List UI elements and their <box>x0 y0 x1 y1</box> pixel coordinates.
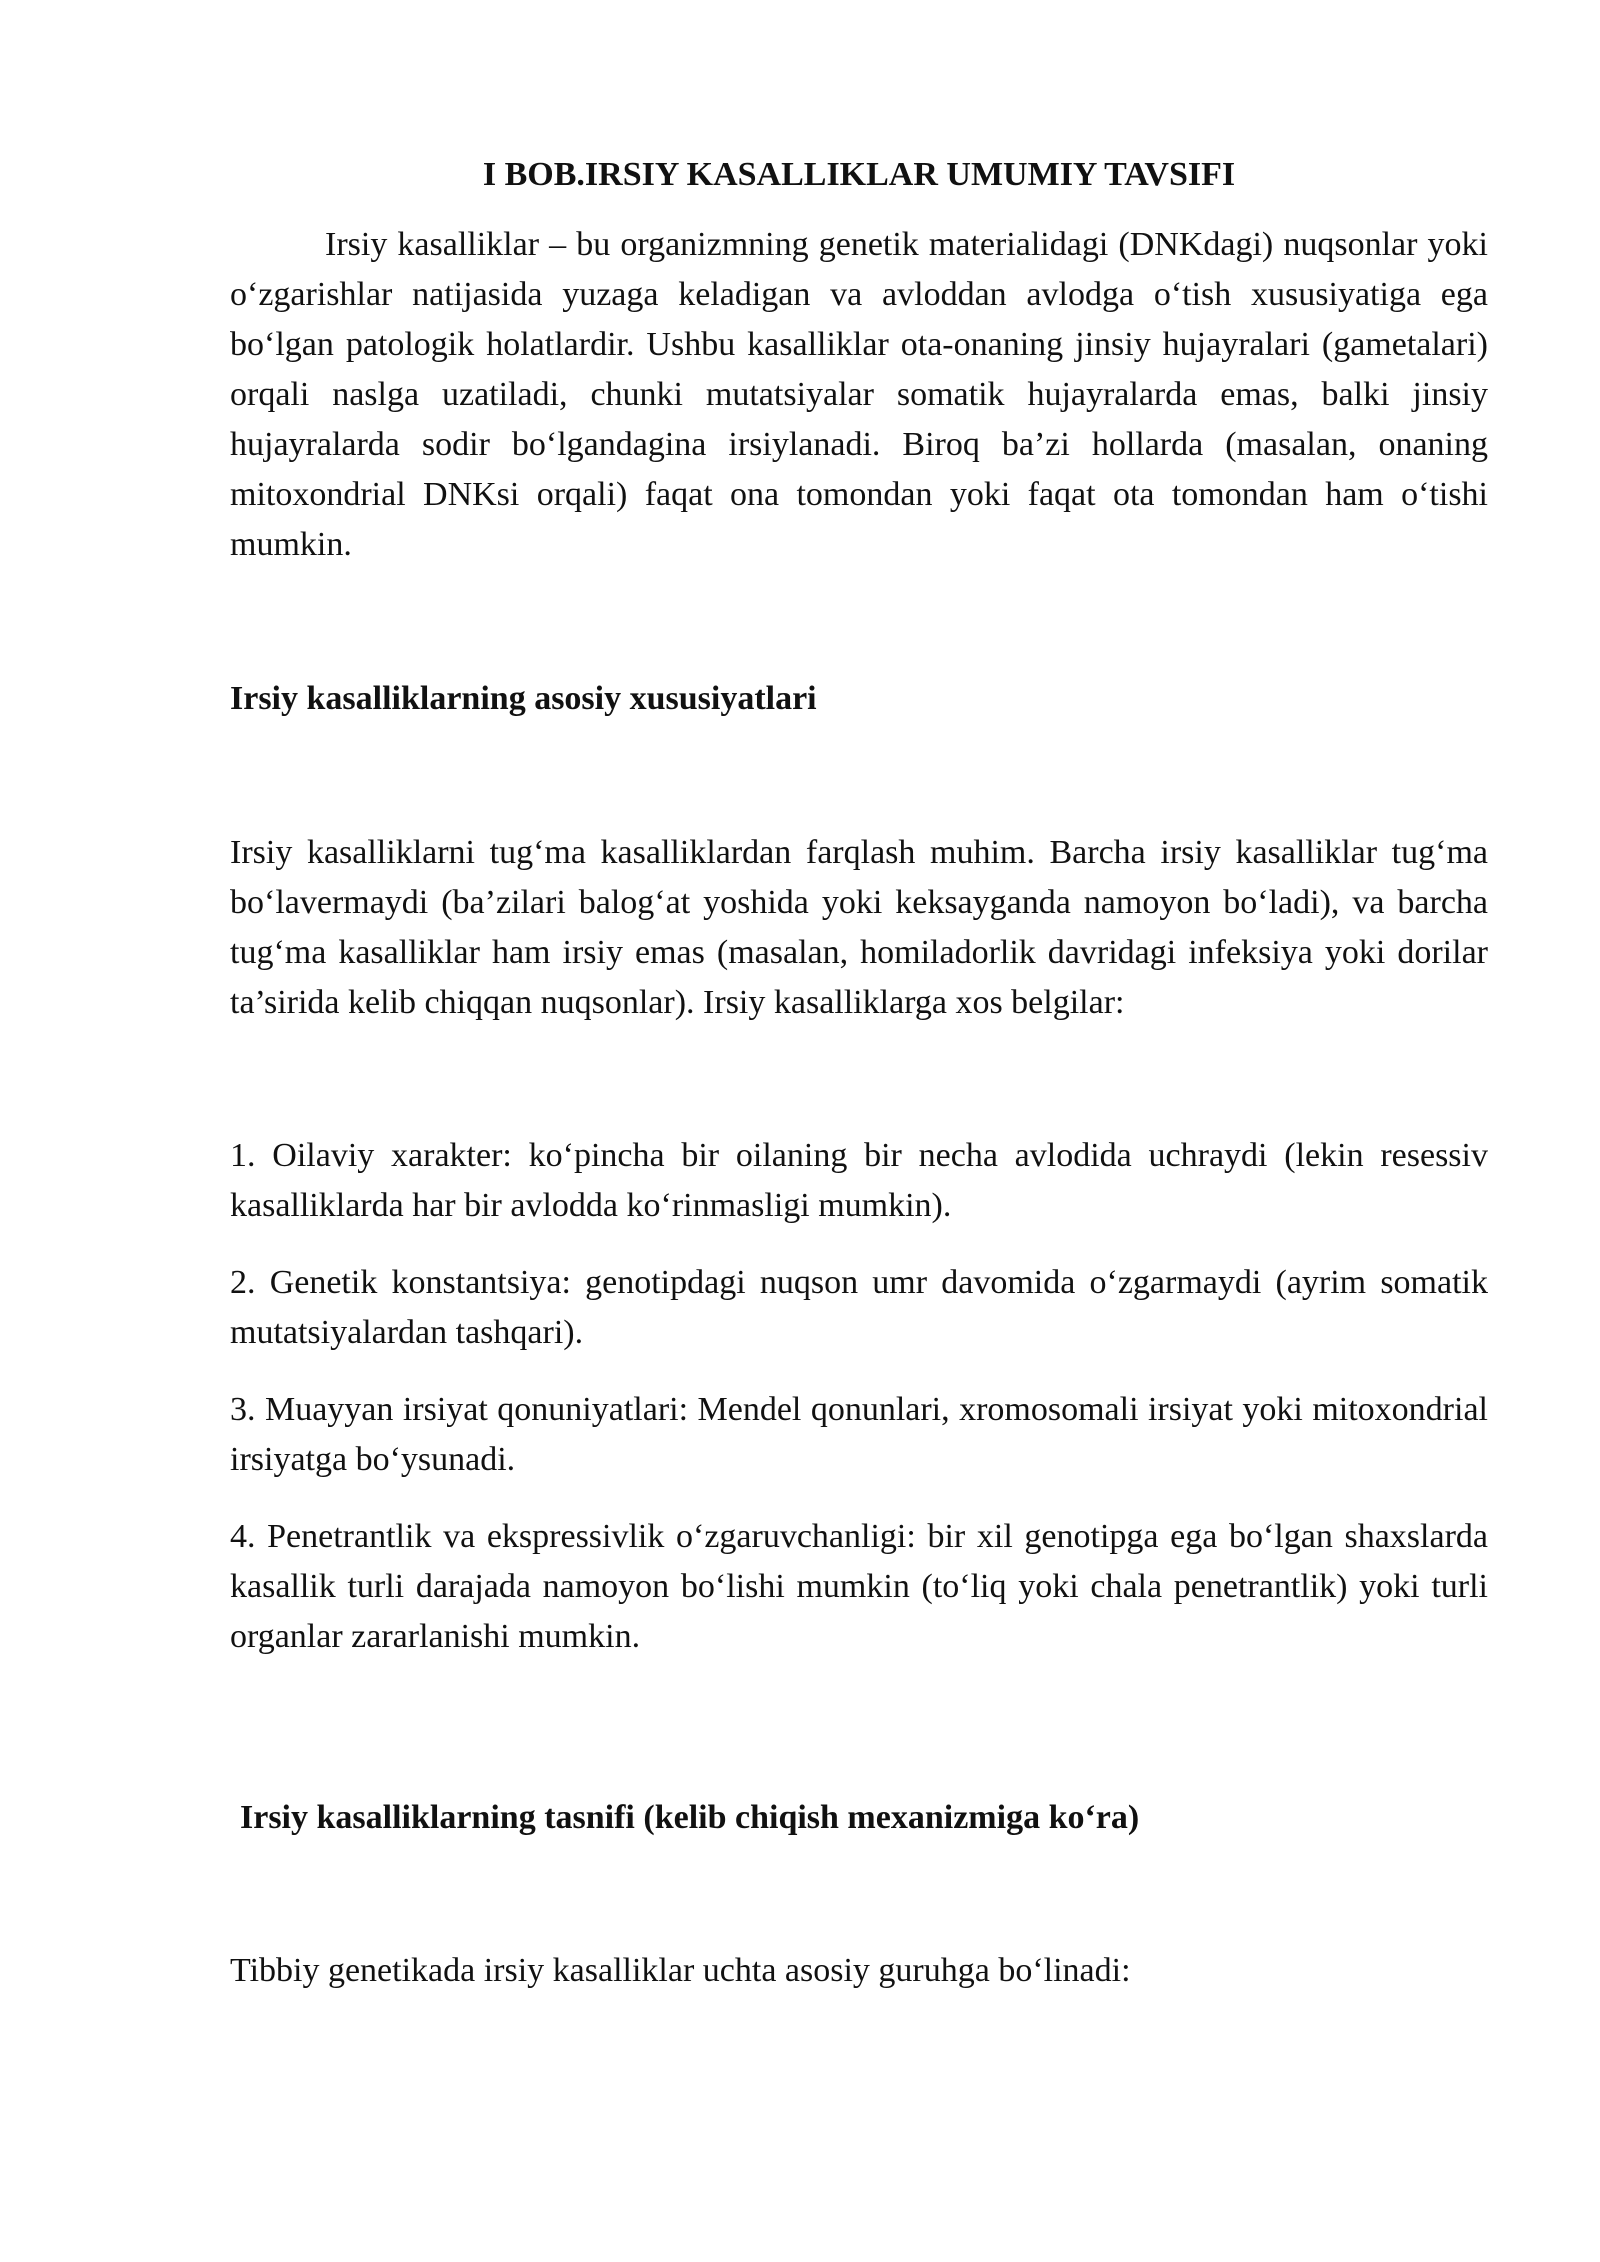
spacer <box>230 570 1488 674</box>
section-heading-classification: Irsiy kasalliklarning tasnifi (kelib chiqish mexanizmiga ko‘ra) <box>240 1799 1140 1836</box>
list-item: 1. Oilaviy xarakter: ko‘pincha bir oilaning bir necha avlodida uchraydi (lekin resessiv kasalliklarda har bir avlodda ko‘rinmasligi mumkin). <box>230 1137 1488 1224</box>
features-list <box>230 1131 1488 1662</box>
spacer <box>230 1028 1488 1131</box>
classification-paragraph: Tibbiy genetikada irsiy kasalliklar uchta asosiy guruhga bo‘linadi: <box>230 1952 1131 1989</box>
section-heading-features: Irsiy kasalliklarning asosiy xususiyatlari <box>230 680 817 717</box>
document-page <box>230 150 1488 1996</box>
list-item: 4. Penetrantlik va ekspressivlik o‘zgaruvchanligi: bir xil genotipga ega bo‘lgan shaxslarda kasallik turli darajada namoyon bo‘lishi mumkin (to‘liq yoki chala penetrantlik) yoki turli organlar zararlanishi mumkin. <box>230 1518 1488 1655</box>
spacer <box>230 724 1488 828</box>
spacer <box>230 1689 1488 1793</box>
list-item: 3. Muayyan irsiyat qonuniyatlari: Mendel qonunlari, xromosomali irsiyat yoki mitoxondrial irsiyatga bo‘ysunadi. <box>230 1391 1488 1478</box>
chapter-title: I BOB.IRSIY KASALLIKLAR UMUMIY TAVSIFI <box>482 156 1236 193</box>
intro-paragraph: Irsiy kasalliklar – bu organizmning genetik materialidagi (DNKdagi) nuqsonlar yoki o‘zgarishlar natijasida yuzaga keladigan va avloddan avlodga o‘tish xususiyatiga ega bo‘lgan patologik holatlardir. Ushbu kasalliklar ota-onaning jinsiy hujayralari (gametalari) orqali naslga uzatiladi, chunki mutatsiyalar somatik hujayralarda emas, balki jinsiy hujayralarda sodir bo‘lgandagina irsiylanadi. Biroq ba’zi hollarda (masalan, onaning mitoxondrial DNKsi orqali) faqat ona tomondan yoki faqat ota tomondan ham o‘tishi mumkin. <box>230 226 1488 563</box>
list-item: 2. Genetik konstantsiya: genotipdagi nuqson umr davomida o‘zgarmaydi (ayrim somatik mutatsiyalardan tashqari). <box>230 1264 1488 1351</box>
features-paragraph: Irsiy kasalliklarni tug‘ma kasalliklardan farqlash muhim. Barcha irsiy kasalliklar tug‘ma bo‘lavermaydi (ba’zilari balog‘at yoshida yoki keksayganda namoyon bo‘ladi), va barcha tug‘ma kasalliklar ham irsiy emas (masalan, homiladorlik davridagi infeksiya yoki dorilar ta’sirida kelib chiqqan nuqsonlar). Irsiy kasalliklarga xos belgilar: <box>230 834 1488 1021</box>
spacer <box>230 1843 1488 1946</box>
